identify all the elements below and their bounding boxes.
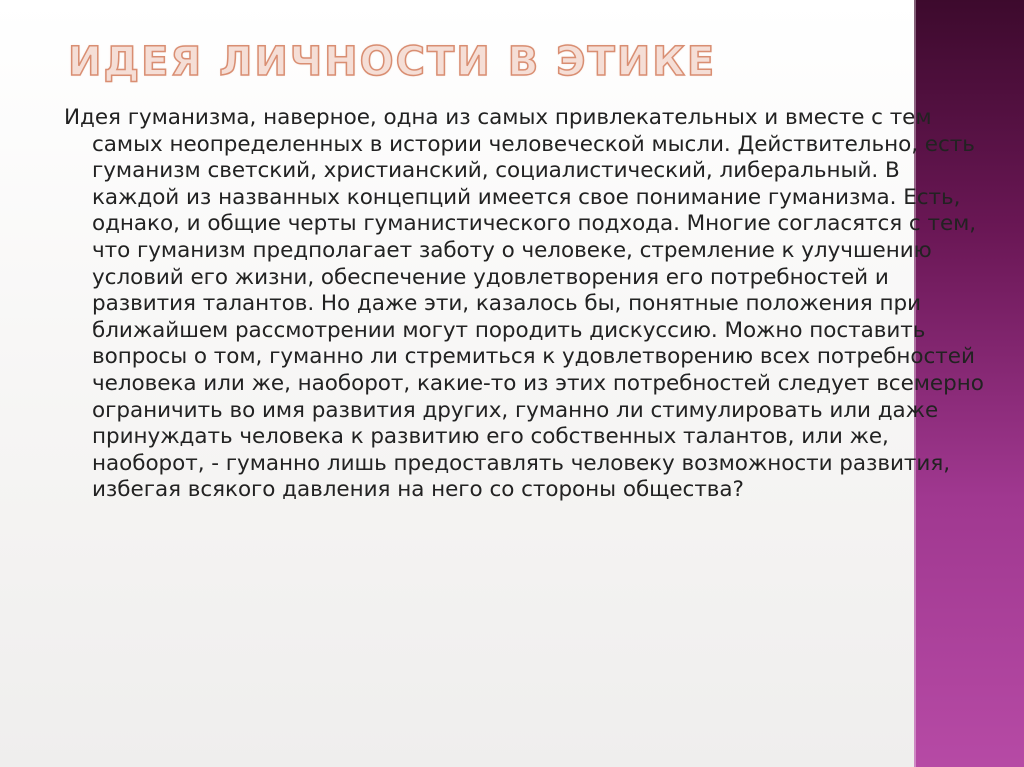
slide-title: ИДЕЯ ЛИЧНОСТИ В ЭТИКЕ [68,39,717,85]
slide-body-text: Идея гуманизма, наверное, одна из самых привлекательных и вместе с тем самых неопределенных в истории человеческой мысли. Действительно, есть гуманизм светский, христианский, социалистический, либеральный. В каждой из названных концепций имеется свое понимание гуманизма. Есть, однако, и общие черты гуманистического подхода. Многие согласятся с тем, что гуманизм предполагает заботу о человеке, стремление к улучшению условий его жизни, обеспечение удовлетворения его потребностей и развития талантов. Но даже эти, казалось бы, понятные положения при ближайшем рассмотрении могут породить дискуссию. Можно поставить вопросы о том, гуманно ли стремиться к удовлетворению всех потребностей человека или же, наоборот, какие-то из этих потребностей следует всемерно ограничить во имя развития других, гуманно ли стимулировать или даже принуждать человека к развитию его собственных талантов, или же, наоборот, - гуманно лишь предоставлять человеку возможности развития, избегая всякого давления на него со стороны общества? [64,105,984,503]
